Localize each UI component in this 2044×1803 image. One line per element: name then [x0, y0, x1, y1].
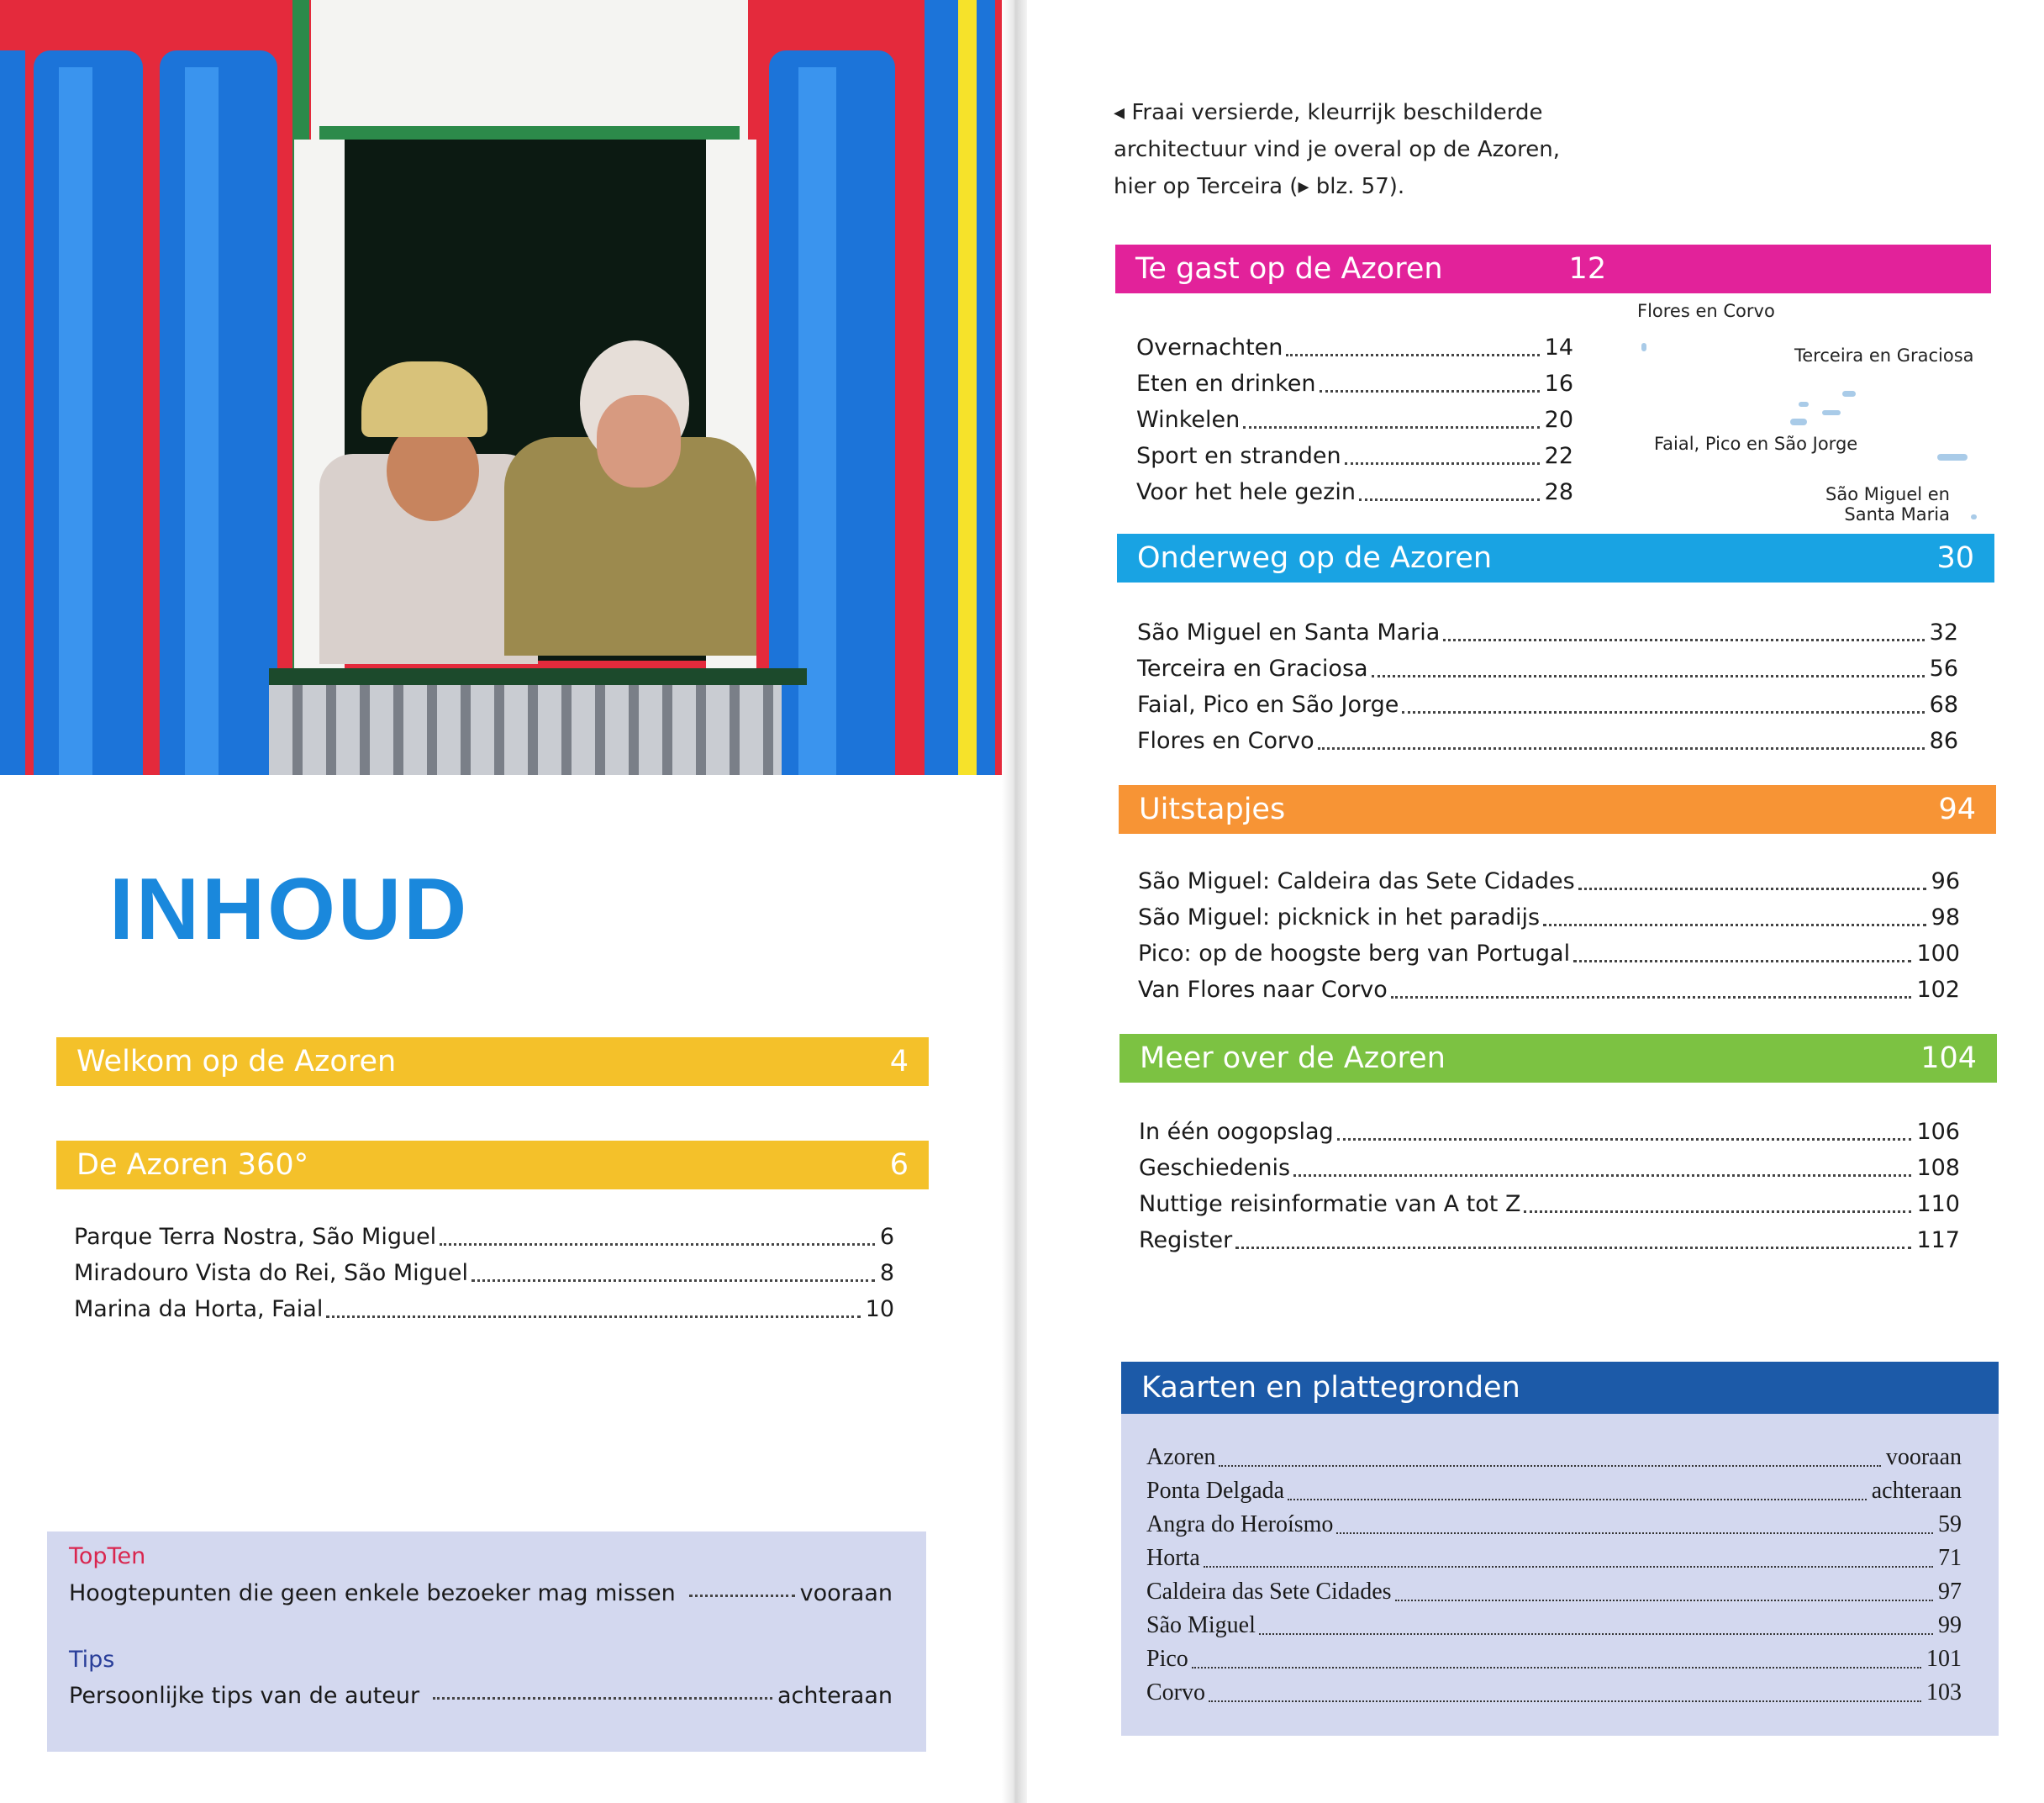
toc-page: 68: [1929, 692, 1958, 718]
section-title: Meer over de Azoren: [1140, 1041, 1446, 1075]
dot-leader: [1320, 390, 1540, 393]
section-title: Uitstapjes: [1139, 793, 1286, 826]
toc-label: Register: [1139, 1227, 1233, 1253]
toc-entry[interactable]: [1139, 1114, 1960, 1150]
toc-entry[interactable]: [74, 1291, 894, 1327]
toc-entry[interactable]: [1138, 863, 1960, 899]
toc-page: 102: [1916, 977, 1960, 1003]
toc-entry[interactable]: [1146, 1542, 1962, 1575]
toc-page: 16: [1544, 371, 1573, 397]
dot-leader: [689, 1595, 795, 1597]
toc-page: 97: [1938, 1579, 1962, 1605]
toc-page: 22: [1544, 443, 1573, 469]
dot-leader: [440, 1243, 875, 1246]
section-page-number: 6: [889, 1148, 909, 1182]
island-shape: [1842, 391, 1856, 397]
section-bar-onderweg: [1117, 534, 1994, 583]
toc-page: 8: [879, 1260, 894, 1286]
dot-leader: [1359, 498, 1540, 501]
map-label-flores: Flores en Corvo: [1637, 301, 1775, 321]
section-page-number: 94: [1938, 793, 1976, 826]
toc-page: achteraan: [1871, 1478, 1962, 1504]
toc-page: 59: [1938, 1511, 1962, 1537]
toc-label: Geschiedenis: [1139, 1155, 1291, 1181]
topten-tips-box: [47, 1531, 926, 1752]
toc-label: Ponta Delgada: [1146, 1478, 1285, 1504]
toc-page: vooraan: [1885, 1444, 1962, 1470]
toc-label: Faial, Pico en São Jorge: [1137, 692, 1399, 718]
toc-label: Sport en stranden: [1136, 443, 1341, 469]
toc-label: Horta: [1146, 1545, 1200, 1571]
toc-entry[interactable]: [1146, 1508, 1962, 1542]
map-label-sao-miguel: [1815, 484, 1950, 525]
maps-list: [1146, 1441, 1962, 1710]
dot-leader: [471, 1279, 875, 1282]
map-label-line: São Miguel en: [1825, 484, 1950, 504]
dot-leader: [1204, 1566, 1933, 1568]
topten-entry[interactable]: [69, 1580, 893, 1606]
toc-label: Nuttige reisinformatie van A tot Z: [1139, 1191, 1521, 1217]
toc-entry[interactable]: [1139, 1186, 1960, 1222]
toc-page: vooraan: [799, 1580, 893, 1606]
toc-label: Pico: [1146, 1646, 1188, 1672]
caption-line: architectuur vind je overal op de Azoren,: [1114, 137, 1561, 162]
dot-leader: [1318, 747, 1925, 750]
toc-page: 108: [1916, 1155, 1960, 1181]
toc-page: 100: [1916, 941, 1960, 967]
toc-label: Persoonlijke tips van de auteur: [69, 1683, 420, 1709]
toc-label: São Miguel: [1146, 1612, 1256, 1638]
maps-box: [1121, 1362, 1999, 1736]
section-title: Kaarten en plattegronden: [1141, 1371, 1520, 1405]
tips-entry[interactable]: [69, 1683, 893, 1709]
dot-leader: [1293, 1174, 1911, 1177]
tips-heading: Tips: [69, 1647, 115, 1673]
toc-page: 117: [1916, 1227, 1960, 1253]
island-shape: [1641, 343, 1646, 351]
azoren-360-list: [74, 1219, 894, 1327]
caption-line: ◂ Fraai versierde, kleurrijk beschilderde: [1114, 100, 1543, 125]
section-page-number: 30: [1936, 541, 1974, 575]
dot-leader: [1543, 924, 1926, 926]
dot-leader: [1209, 1700, 1921, 1702]
dot-leader: [1336, 1532, 1933, 1534]
toc-page: 99: [1938, 1612, 1962, 1638]
toc-entry[interactable]: [1146, 1609, 1962, 1642]
toc-entry[interactable]: [1139, 1222, 1960, 1258]
toc-label: Pico: op de hoogste berg van Portugal: [1138, 941, 1571, 967]
toc-entry[interactable]: [1136, 474, 1573, 510]
section-bar-meer-over: [1119, 1034, 1997, 1083]
toc-entry[interactable]: [1136, 402, 1573, 438]
dot-leader: [1288, 1499, 1867, 1500]
toc-page: 14: [1544, 335, 1573, 361]
toc-entry[interactable]: [1136, 438, 1573, 474]
toc-page: 6: [879, 1224, 894, 1250]
toc-entry[interactable]: [1137, 614, 1958, 651]
dot-leader: [1578, 888, 1926, 890]
toc-label: Corvo: [1146, 1679, 1205, 1705]
island-shape: [1971, 514, 1977, 519]
toc-label: Overnachten: [1136, 335, 1283, 361]
island-shape: [1799, 402, 1809, 407]
toc-entry[interactable]: [74, 1255, 894, 1291]
section-title: Te gast op de Azoren: [1135, 252, 1443, 286]
toc-page: 96: [1931, 868, 1960, 894]
dot-leader: [1395, 1600, 1933, 1601]
section-page-number: 12: [1568, 252, 1607, 286]
map-label-terceira: Terceira en Graciosa: [1794, 345, 1974, 366]
toc-page: 110: [1916, 1191, 1960, 1217]
toc-page: 98: [1931, 904, 1960, 930]
toc-label: Angra do Heroísmo: [1146, 1511, 1334, 1537]
toc-page: 101: [1926, 1646, 1962, 1672]
toc-page: 10: [865, 1296, 894, 1322]
dot-leader: [1345, 462, 1540, 465]
map-label-line: Santa Maria: [1844, 504, 1950, 525]
toc-entry[interactable]: [1137, 651, 1958, 687]
toc-label: Voor het hele gezin: [1136, 479, 1356, 505]
toc-entry[interactable]: [1138, 936, 1960, 972]
toc-page: 28: [1544, 479, 1573, 505]
dot-leader: [1372, 675, 1925, 677]
toc-label: Flores en Corvo: [1137, 728, 1314, 754]
section-title: De Azoren 360°: [76, 1148, 309, 1182]
dot-leader: [1524, 1210, 1911, 1213]
toc-label: Miradouro Vista do Rei, São Miguel: [74, 1260, 468, 1286]
dot-leader: [1573, 960, 1911, 962]
island-shape: [1937, 454, 1968, 461]
toc-entry[interactable]: [1136, 329, 1573, 366]
toc-label: Terceira en Graciosa: [1137, 656, 1368, 682]
toc-label: Hoogtepunten die geen enkele bezoeker mag missen: [69, 1580, 676, 1606]
toc-page: 86: [1929, 728, 1958, 754]
dot-leader: [1243, 426, 1539, 429]
toc-page: 103: [1926, 1679, 1962, 1705]
toc-label: Van Flores naar Corvo: [1138, 977, 1388, 1003]
page-title: INHOUD: [109, 861, 470, 958]
onderweg-list: [1137, 614, 1958, 759]
toc-entry[interactable]: [1146, 1474, 1962, 1508]
toc-entry[interactable]: [1138, 899, 1960, 936]
dot-leader: [1286, 354, 1539, 356]
dot-leader: [433, 1697, 772, 1700]
dot-leader: [1219, 1465, 1880, 1467]
section-bar-uitstapjes: [1119, 785, 1996, 834]
left-page: [0, 0, 1015, 1803]
toc-page: achteraan: [777, 1683, 893, 1709]
section-bar-te-gast: [1115, 245, 1991, 293]
dot-leader: [326, 1315, 860, 1318]
topten-heading: TopTen: [69, 1543, 146, 1569]
cover-photo: [0, 0, 1015, 775]
dot-leader: [1192, 1667, 1921, 1669]
toc-label: In één oogopslag: [1139, 1119, 1334, 1145]
meer-over-list: [1139, 1114, 1960, 1258]
toc-entry[interactable]: [1146, 1642, 1962, 1676]
dot-leader: [1235, 1247, 1911, 1249]
toc-entry[interactable]: [1146, 1676, 1962, 1710]
toc-page: 106: [1916, 1119, 1960, 1145]
toc-label: Azoren: [1146, 1444, 1216, 1470]
toc-entry[interactable]: [1137, 723, 1958, 759]
toc-entry[interactable]: [1137, 687, 1958, 723]
island-shape: [1822, 410, 1841, 415]
toc-entry[interactable]: [1146, 1575, 1962, 1609]
dot-leader: [1402, 711, 1924, 714]
toc-page: 20: [1544, 407, 1573, 433]
map-label-faial: Faial, Pico en São Jorge: [1654, 434, 1858, 454]
toc-page: 56: [1929, 656, 1958, 682]
toc-page: 32: [1929, 619, 1958, 646]
toc-label: Parque Terra Nostra, São Miguel: [74, 1224, 437, 1250]
dot-leader: [1337, 1138, 1912, 1141]
section-bar-azoren-360: [56, 1141, 929, 1189]
dot-leader: [1259, 1633, 1933, 1635]
toc-label: Marina da Horta, Faial: [74, 1296, 324, 1322]
toc-label: São Miguel en Santa Maria: [1137, 619, 1441, 646]
toc-label: Caldeira das Sete Cidades: [1146, 1579, 1392, 1605]
toc-entry[interactable]: [1139, 1150, 1960, 1186]
island-shape: [1790, 419, 1807, 425]
dot-leader: [1443, 639, 1924, 641]
toc-entry[interactable]: [1136, 366, 1573, 402]
te-gast-list: [1136, 329, 1573, 510]
toc-page: 71: [1938, 1545, 1962, 1571]
section-title: Onderweg op de Azoren: [1137, 541, 1493, 575]
toc-label: Eten en drinken: [1136, 371, 1316, 397]
section-bar-welkom: [56, 1037, 929, 1086]
uitstapjes-list: [1138, 863, 1960, 1008]
toc-label: São Miguel: Caldeira das Sete Cidades: [1138, 868, 1575, 894]
toc-entry[interactable]: [1146, 1441, 1962, 1474]
photo-caption: [1114, 94, 1560, 205]
toc-label: Winkelen: [1136, 407, 1241, 433]
toc-entry[interactable]: [1138, 972, 1960, 1008]
toc-entry[interactable]: [74, 1219, 894, 1255]
section-page-number: 4: [889, 1045, 909, 1078]
toc-label: São Miguel: picknick in het paradijs: [1138, 904, 1541, 930]
section-page-number: 104: [1920, 1041, 1977, 1075]
dot-leader: [1391, 996, 1912, 999]
section-bar-kaarten: [1121, 1362, 1999, 1414]
caption-line: hier op Terceira (▸ blz. 57).: [1114, 174, 1405, 199]
section-title: Welkom op de Azoren: [76, 1045, 397, 1078]
